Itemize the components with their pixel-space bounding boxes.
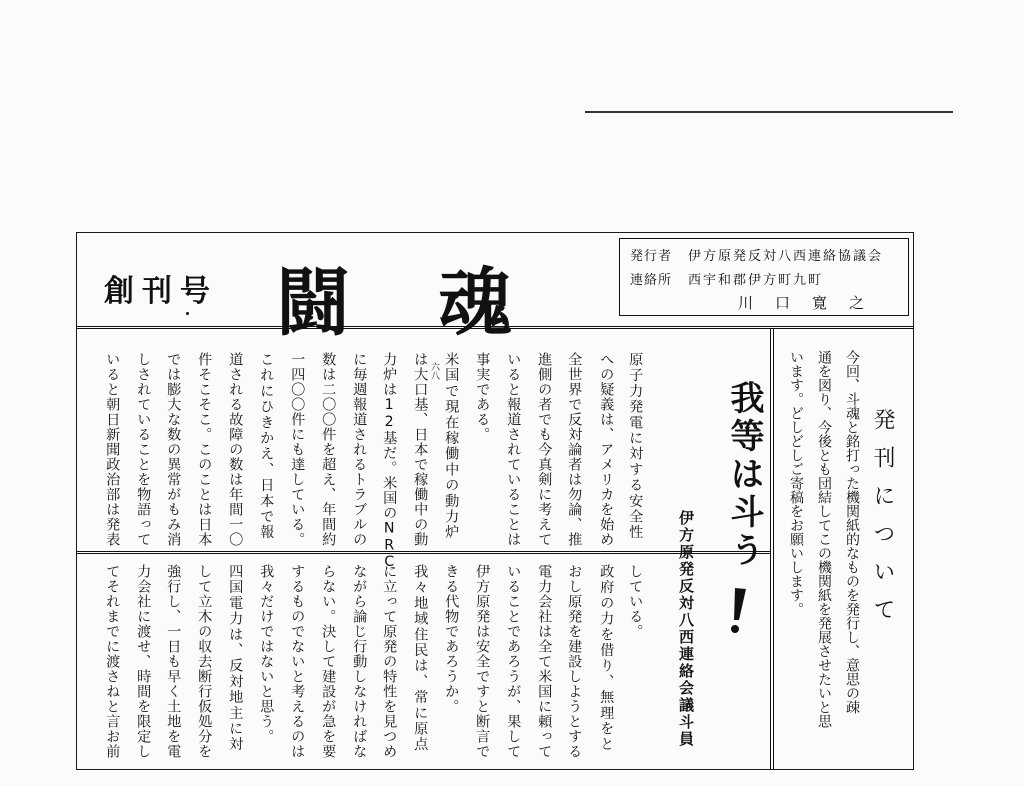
sidebar-title: 発刊について [870,408,895,636]
article-top-line: 数は二〇〇件を超え、年間約 [320,352,337,547]
article-bottom-line: して立木の収去断行仮処分を [196,564,213,759]
contact-person: 川口寛之 [738,294,887,312]
article-top-line: 全世界で反対論者は勿論、推 [566,352,583,547]
article-bottom-line: 四国電力は、反対地主に対 [227,564,244,753]
article-bottom-line: 力会社に渡せ、時間を限定し [135,564,152,759]
slogan: 我等は斗う [724,380,764,570]
article-top-line: では膨大な数の異常がもみ消 [165,352,182,547]
article-top-line: これにひきかえ、日本で報 [258,352,275,541]
signature: 伊方原発反対八西連絡会議斗員 [677,510,695,748]
article-bottom-line: てそれまでに渡さねと言お前 [104,564,121,759]
article-top-line: への疑義は、アメリカを始め [598,352,615,547]
exclamation-mark [726,586,748,634]
article-bottom-line: おし原発を建設しようとする [566,564,583,759]
contact-address: 西宇和郡伊方町九町 [688,273,824,288]
article-bottom-line: らない。決して建設が急を要 [320,564,337,759]
sidebar-divider [770,329,774,770]
article-top-line: いると朝日新聞政治部は発表 [104,352,121,547]
article-bottom-line: 電力会社は全て米国に頼って [536,564,553,759]
article-top-line: 力炉は12基だ。米国のNRC [381,352,398,571]
sidebar-line: 今回、斗魂と銘打った機関紙的なものを発行し、意思の疎 [844,350,860,714]
publisher-name: 伊方原発反対八西連絡協議会 [688,249,884,264]
article-bottom-line: 強行し、一日も早く土地を電 [165,564,182,759]
top-rule [585,111,953,113]
article-bottom-line: 我々だけではないと思う。 [258,564,275,744]
article-top-line: 件そこそこ。このことは日本 [196,352,213,547]
article-divider [76,551,770,554]
article-bottom-line: ながら論じ行動しなければな [351,564,368,759]
sidebar-line: 通を図り、今後とも団結してこの機関紙を発展させたいと思 [816,350,832,728]
article-bottom-line: きる代物であろうか。 [443,564,460,714]
sidebar-body [782,350,866,760]
article-top-line: 原子力発電に対する安全性 [627,352,644,541]
publisher-box [619,238,909,316]
sidebar-line: います。どしどしご寄稿をお願いします。 [788,350,804,616]
article-top-line: は大口基、日本で稼働中の動 [412,352,429,547]
publisher-row [630,245,883,264]
article-top-line: しされていることを物語って [135,352,152,547]
article-bottom-line: 我々地域住民は、常に原点 [412,564,429,753]
article-top-line: に毎週報道されるトラブルの [351,352,368,547]
article-bottom-line: 政府の力を借り、無理をと [598,564,615,753]
publisher-label: 発行者 [630,249,673,264]
newsletter-title: 闘魂 [276,260,600,346]
contact-label: 連絡所 [630,273,673,288]
article-bottom-line: 伊方原発は安全ですと断言で [474,564,491,759]
article-top-line: 米国で現在稼働中の動力炉 [443,352,460,541]
contact-row [630,269,823,288]
article-top-ruby: 六八 [429,362,439,380]
article-bottom-line: に立って原発の特性を見つめ [381,564,398,759]
issue-label: 創刊号 [104,274,218,309]
article-bottom-line: している。 [627,564,644,639]
article-top-line: 進側の者でも今真剣に考えて [536,352,553,547]
decorative-dot [186,312,189,315]
article-bottom-line: するものでないと考えるのは [289,564,306,759]
article-top-line: いると報道されていることは [505,352,522,547]
article-bottom-line: いることであろうが、果して [505,564,522,759]
article-top-line: 道される故障の数は年間一〇 [227,352,244,547]
article-top-line: 一四〇〇件にも達している。 [289,352,306,547]
article-top-line: 事実である。 [474,352,491,442]
